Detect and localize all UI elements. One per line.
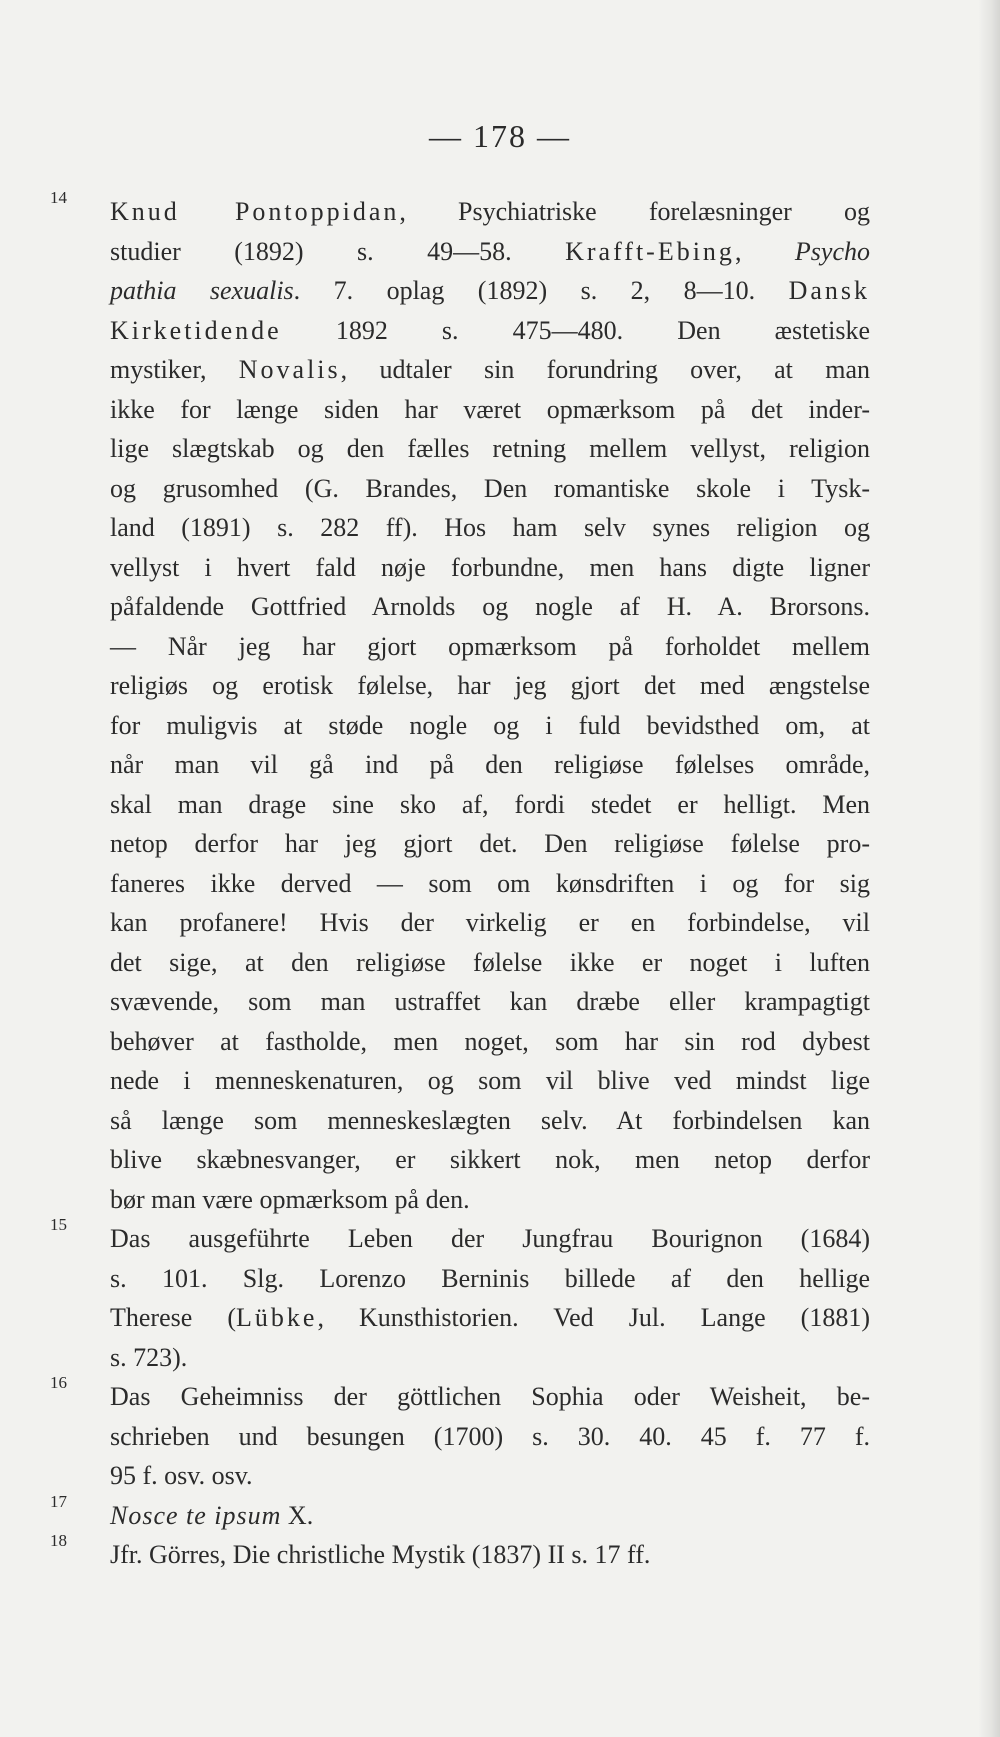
text-run: Kirketidende [110,315,282,345]
footnote-marker: 14 [50,188,67,207]
footnote-line [110,1377,870,1417]
footnote-line [110,1417,870,1457]
text-run: Jfr. Görres, Die christliche Mystik (1837) II s. 17 ff. [110,1540,651,1569]
text-run: påfaldende Gottfried Arnolds og nogle af H. A. Brorsons. [110,592,870,621]
footnote-14 [50,188,871,1219]
text-run: når man vil gå ind på den religiøse følelses område, [110,750,870,779]
text-run: svævende, som man ustraffet kan dræbe eller krampagtigt [110,987,870,1016]
text-run: X. [281,1500,314,1530]
text-run: faneres ikke derved — som om kønsdriften i og for sig [110,868,870,898]
footnote-line [110,508,870,548]
footnote-line [110,1338,870,1378]
text-run: nede i menneskenaturen, og som vil blive ved mindst lige [110,1066,870,1095]
footnote-line [110,943,870,983]
text-run: s. 723). [110,1342,188,1372]
footnote-line [110,982,870,1022]
text-run: s. 101. Slg. Lorenzo Berninis billede af den hellige [110,1263,870,1293]
text-run: Nosce te ipsum [110,1500,282,1530]
footnote-line [110,745,870,785]
footnotes-section [50,188,871,1575]
footnote-line [110,1219,870,1259]
text-run: 1892 s. 475—480. Den æstetiske [281,315,870,345]
footnote-18 [50,1531,870,1575]
text-run: det sige, at den religiøse følelse ikke er noget i luften [110,947,870,977]
footnote-line [110,1061,870,1101]
footnote-line [110,824,870,864]
text-run: behøver at fastholde, men noget, som har sin rod dybest [110,1026,870,1056]
footnote-line [110,1022,870,1062]
text-run: religiøs og erotisk følelse, har jeg gjort det med ængstelse [110,671,870,700]
footnote-line [110,311,870,351]
footnote-15 [50,1215,870,1377]
text-run: Therese ( [110,1303,237,1332]
footnote-16 [50,1373,870,1496]
text-run: mystiker, [110,355,239,384]
text-run: studier (1892) s. 49—58. [110,236,566,266]
footnote-line [110,390,870,430]
footnote-line [110,469,870,509]
text-run: Krafft-Ebing [565,236,735,266]
text-run: . 7. oplag (1892) s. 2, 8—10. [293,276,789,305]
footnote-line [110,271,870,311]
text-run: Das Geheimniss der göttlichen Sophia oder Weisheit, be- [110,1382,870,1411]
footnote-line [110,903,870,943]
footnote-line [110,1298,870,1338]
footnote-line [110,706,870,746]
footnote-line [110,785,870,825]
footnote-line [110,429,870,469]
footnote-marker: 17 [50,1491,67,1511]
footnote-17 [50,1491,870,1536]
footnote-line [110,1535,870,1575]
text-run: Psycho [794,236,871,266]
text-run: skal man drage sine sko af, fordi stedet er helligt. Men [110,789,870,819]
footnote-marker: 15 [50,1215,67,1234]
footnote-line [110,864,870,904]
footnote-line [110,1496,870,1536]
footnote-line [110,666,870,706]
text-run: kan profanere! Hvis der virkelig er en forbindelse, vil [110,908,870,937]
footnote-line [110,1140,870,1180]
page-edge-shadow [978,0,1000,1737]
text-run: Das ausgeführte Leben der Jungfrau Bourignon (1684) [110,1224,870,1253]
text-run: Lübke [236,1303,318,1332]
footnote-line [110,232,870,272]
text-run: pathia sexualis [110,276,294,305]
footnote-line [110,192,870,232]
text-run: ikke for længe siden har været opmærksom på det inder- [110,394,870,424]
text-run: lige slægtskab og den fælles retning mellem vellyst, religion [110,434,870,463]
footnote-marker: 18 [50,1531,67,1550]
footnote-line [110,1101,870,1141]
footnote-marker: 16 [50,1373,67,1392]
text-run: Novalis [238,355,341,384]
text-run: netop derfor har jeg gjort det. Den religiøse følelse pro- [110,829,870,858]
text-run: , Kunsthistorien. Ved Jul. Lange (1881) [317,1303,870,1332]
text-run: blive skæbnesvanger, er sikkert nok, men netop derfor [110,1145,870,1174]
text-run: Dansk [788,276,870,305]
text-run: Knud Pontoppidan [110,197,400,226]
footnote-line [110,1259,870,1299]
footnote-line [110,1456,870,1496]
page-number: — 178 — [429,118,571,154]
text-run: og grusomhed (G. Brandes, Den romantiske skole i Tysk- [110,473,870,503]
footnote-line [110,1180,870,1220]
text-run: , Psychiatriske forelæsninger og [399,197,870,226]
footnote-line [110,350,870,390]
text-run: schrieben und besungen (1700) s. 30. 40. 45 f. 77 f. [110,1421,870,1451]
footnote-line [110,587,870,627]
text-run: 95 f. osv. osv. [110,1461,253,1490]
text-run: vellyst i hvert fald nøje forbundne, men hans digte ligner [110,552,870,582]
footnote-line [110,627,870,667]
text-run: for muligvis at støde nogle og i fuld bevidsthed om, at [110,710,870,740]
text-run: , [734,236,795,266]
text-run: — Når jeg har gjort opmærksom på forholdet mellem [110,631,870,661]
text-run: så længe som menneskeslægten selv. At forbindelsen kan [110,1105,870,1135]
text-run: land (1891) s. 282 ff). Hos ham selv synes religion og [110,513,870,542]
footnote-line [110,548,870,588]
text-run: , udtaler sin forundring over, at man [340,355,870,384]
text-run: bør man være opmærksom på den. [110,1184,470,1214]
